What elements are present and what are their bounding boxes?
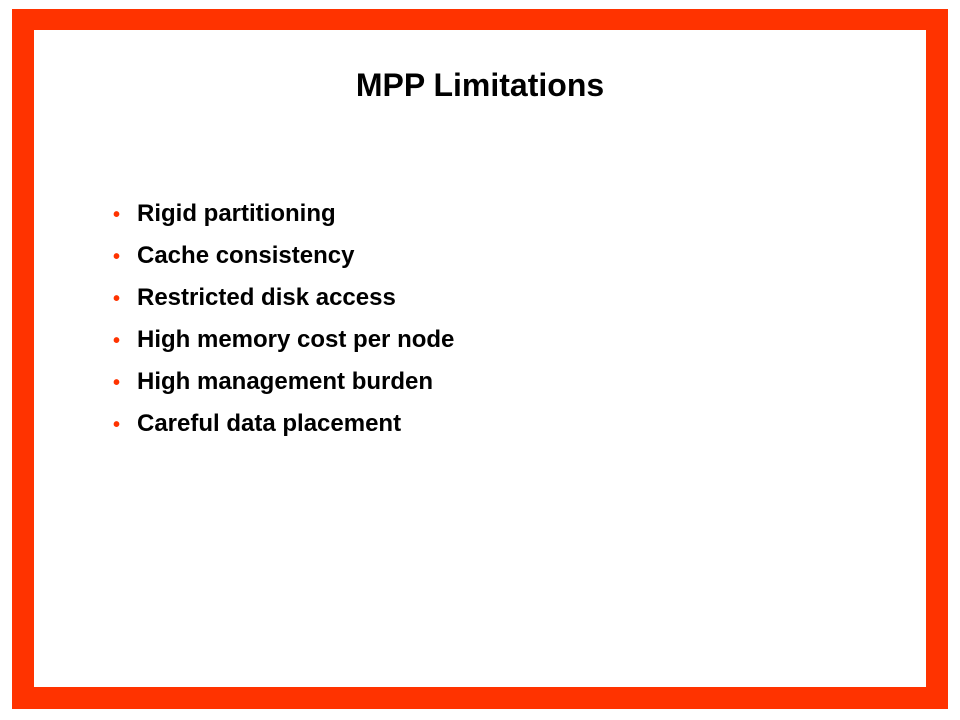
slide-title: MPP Limitations <box>355 67 605 103</box>
bullet-list <box>113 195 454 447</box>
bullet-dot-icon: • <box>113 288 121 310</box>
bullet-dot-icon: • <box>113 246 121 268</box>
bullet-text: Cache consistency <box>137 242 355 269</box>
bullet-dot-icon: • <box>113 330 121 352</box>
bullet-text: Restricted disk access <box>137 284 396 311</box>
bullet-item <box>113 321 454 363</box>
bullet-dot-icon: • <box>113 204 121 226</box>
bullet-item <box>113 195 454 237</box>
bullet-dot-icon: • <box>113 414 121 436</box>
bullet-item <box>113 363 454 405</box>
bullet-text: Careful data placement <box>137 410 402 437</box>
bullet-dot-icon: • <box>113 372 121 394</box>
bullet-item <box>113 237 454 279</box>
bullet-item <box>113 405 454 447</box>
bullet-item <box>113 279 454 321</box>
bullet-text: High management burden <box>137 368 434 395</box>
bullet-text: Rigid partitioning <box>137 200 336 227</box>
bullet-text: High memory cost per node <box>137 326 455 353</box>
